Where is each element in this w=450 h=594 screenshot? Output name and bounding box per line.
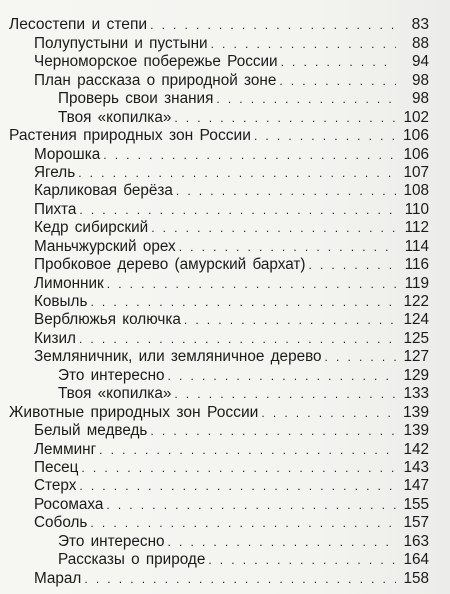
- dot-leader: [79, 481, 396, 491]
- toc-entry-row: [0, 366, 450, 384]
- toc-page-number: 143: [403, 458, 429, 476]
- toc-entry-title: Лемминг: [34, 440, 97, 458]
- toc-entry-title: Белый медведь: [34, 422, 148, 440]
- toc-page-number: 119: [404, 274, 429, 292]
- dot-leader: [168, 371, 396, 381]
- toc-page-number: 157: [403, 514, 429, 532]
- toc-page-number: 127: [403, 348, 429, 366]
- toc-entry-title: Марал: [34, 569, 82, 587]
- toc-entry-row: [0, 569, 450, 587]
- dot-leader: [151, 223, 396, 233]
- toc-section-row: [0, 16, 450, 34]
- toc-entry-row: [0, 53, 450, 71]
- toc-entry-title: Карликовая берёза: [34, 182, 173, 200]
- toc-entry-row: [0, 182, 450, 200]
- toc-page-number: 125: [403, 329, 429, 347]
- dot-leader: [90, 518, 396, 528]
- toc-entry-row: [0, 532, 450, 550]
- dot-leader: [168, 537, 396, 547]
- dot-leader: [84, 574, 396, 584]
- toc-entry-title: Животные природных зон России: [9, 403, 259, 421]
- toc-entry-row: [0, 477, 450, 495]
- toc-page-number: 164: [403, 551, 429, 569]
- toc-entry-title: Рассказы о природе: [58, 551, 206, 569]
- toc-entry-title: Ягель: [34, 163, 76, 181]
- dot-leader: [107, 279, 396, 289]
- toc-page-number: 163: [403, 532, 429, 550]
- dot-leader: [184, 315, 396, 325]
- toc-entry-title: Твоя «копилка»: [58, 108, 172, 126]
- dot-leader: [174, 113, 396, 123]
- toc-entry-title: Песец: [34, 458, 79, 476]
- toc-entry-title: Земляничник, или земляничное дерево: [34, 348, 322, 366]
- toc-entry-title: Маньчжурский орех: [34, 237, 176, 255]
- toc-entry-row: [0, 219, 450, 237]
- toc-page-number: 124: [403, 311, 429, 329]
- toc-page-number: 94: [411, 53, 429, 71]
- toc-entry-row: [0, 422, 450, 440]
- toc-page-number: 158: [403, 569, 429, 587]
- toc-entry-row: [0, 495, 450, 513]
- toc-entry-row: [0, 34, 450, 52]
- toc-entry-title: Верблюжья колючка: [34, 311, 181, 329]
- dot-leader: [325, 352, 396, 362]
- toc-entry-row: [0, 459, 450, 477]
- dot-leader: [281, 57, 396, 67]
- toc-page-number: 106: [402, 127, 429, 145]
- dot-leader: [81, 463, 396, 473]
- toc-page-number: 83: [411, 16, 429, 34]
- dot-leader: [106, 500, 396, 510]
- toc-entry-row: [0, 385, 450, 403]
- toc-page-number: 102: [403, 108, 429, 126]
- dot-leader: [279, 76, 396, 86]
- toc-page-number: 129: [403, 366, 429, 384]
- toc-page-number: 112: [404, 219, 429, 237]
- dot-leader: [216, 94, 396, 104]
- toc-entry-row: [0, 164, 450, 182]
- dot-leader: [261, 408, 396, 418]
- toc-page-number: 108: [403, 182, 429, 200]
- toc-page-number: 98: [411, 90, 429, 108]
- toc-entry-title: Ковыль: [34, 293, 88, 310]
- dot-leader: [79, 334, 396, 344]
- toc-entry-title: Полупустыни и пустыни: [34, 34, 208, 52]
- toc-entry-title: Это интересно: [58, 366, 165, 384]
- toc-section-row: [0, 127, 450, 145]
- toc-page-number: 139: [402, 403, 429, 421]
- toc-entry-title: Твоя «копилка»: [58, 385, 172, 403]
- toc-entry-row: [0, 237, 450, 255]
- dot-leader: [308, 260, 396, 270]
- toc-section-row: [0, 403, 450, 421]
- dot-leader: [150, 20, 396, 30]
- toc-entry-title: Черноморское побережье России: [34, 53, 278, 71]
- dot-leader: [179, 242, 396, 252]
- dot-leader: [78, 168, 396, 178]
- dot-leader: [99, 445, 396, 455]
- toc-page-number: 147: [403, 477, 429, 495]
- toc-entry-row: [0, 440, 450, 458]
- toc-entry-row: [0, 293, 450, 311]
- dot-leader: [174, 389, 396, 399]
- toc-entry-row: [0, 348, 450, 366]
- toc-entry-row: [0, 551, 450, 569]
- toc-entry-title: Растения природных зон России: [9, 127, 251, 145]
- toc-entry-title: Проверь свои знания: [58, 90, 214, 108]
- toc-entry-row: [0, 311, 450, 329]
- toc-entry-row: [0, 90, 450, 108]
- toc-page-number: 98: [411, 71, 429, 89]
- toc-entry-title: Морошка: [34, 145, 101, 163]
- toc-page-number: 107: [403, 163, 429, 181]
- toc-page-number: 114: [404, 237, 429, 255]
- toc-entry-title: Лесостепи и степи: [9, 16, 148, 34]
- toc-entry-row: [0, 256, 450, 274]
- toc-page-number: 139: [403, 422, 429, 440]
- dot-leader: [254, 131, 396, 141]
- dot-leader: [211, 39, 396, 49]
- toc-page-number: 110: [404, 200, 429, 218]
- toc-entry-row: [0, 71, 450, 89]
- toc-entry-title: Стерх: [34, 477, 77, 495]
- toc-page-number: 122: [403, 293, 429, 310]
- toc-entry-title: Это интересно: [58, 532, 165, 550]
- toc-entry-title: Соболь: [34, 514, 88, 532]
- toc-entry-row: [0, 514, 450, 532]
- toc-entry-title: Лимонник: [34, 274, 104, 292]
- toc-entry-title: Кизил: [34, 329, 76, 347]
- toc-entry-row: [0, 274, 450, 292]
- toc-page-number: 116: [404, 256, 429, 274]
- toc-page-number: 133: [403, 385, 429, 403]
- dot-leader: [150, 426, 396, 436]
- dot-leader: [176, 186, 396, 196]
- toc-entry-row: [0, 108, 450, 126]
- toc-page-number: 142: [403, 440, 429, 458]
- dot-leader: [90, 297, 396, 307]
- dot-leader: [79, 205, 396, 215]
- toc-entry-row: [0, 329, 450, 347]
- toc-entry-title: План рассказа о природной зоне: [34, 71, 277, 89]
- dot-leader: [208, 555, 396, 565]
- toc-entry-title: Кедр сибирский: [34, 219, 149, 237]
- table-of-contents: [0, 16, 450, 588]
- toc-entry-row: [0, 200, 450, 218]
- toc-entry-title: Пробковое дерево (амурский бархат): [34, 256, 306, 274]
- toc-page-number: 88: [411, 34, 429, 52]
- toc-page-number: 155: [403, 495, 429, 513]
- dot-leader: [103, 150, 396, 160]
- toc-entry-title: Пихта: [34, 200, 77, 218]
- toc-entry-row: [0, 145, 450, 163]
- toc-page-number: 106: [403, 145, 429, 163]
- toc-entry-title: Росомаха: [34, 495, 104, 513]
